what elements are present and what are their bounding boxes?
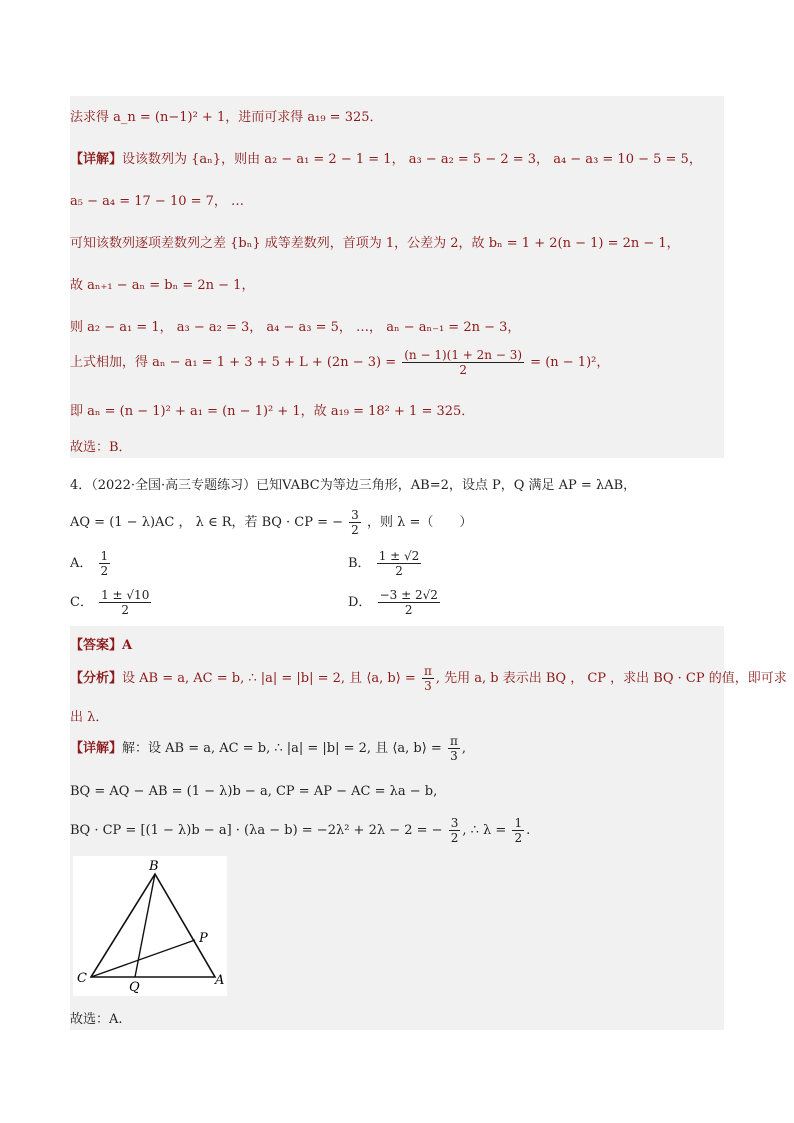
option-a[interactable]	[70, 549, 112, 578]
question-4-line-2-b: ，则 λ =（ ）	[366, 515, 473, 530]
analysis-line-2: 出 λ．	[70, 710, 109, 725]
fraction-denominator: 2	[514, 831, 523, 845]
solution-line-7	[70, 348, 724, 377]
detail-tag-2: 【详解】	[70, 741, 123, 756]
fraction-numerator: π	[449, 734, 458, 748]
detail-line-1	[70, 734, 724, 763]
segment-cp	[91, 940, 195, 977]
solution-line-1: 法求得 a_n = (n−1)² + 1，进而可求得 a₁₉ = 325．	[70, 110, 383, 125]
fraction-denominator: 3	[424, 679, 432, 693]
fraction-denominator: 2	[395, 564, 403, 578]
solution-block-top	[70, 96, 724, 458]
fraction-numerator: −3 ± 2√2	[379, 588, 438, 602]
detail-dot-b: , ∴ λ =	[462, 823, 507, 838]
fraction-denominator: 2	[100, 564, 109, 578]
fraction-numerator: 1 ± √2	[378, 549, 420, 563]
triangle-svg	[73, 856, 227, 996]
label-q: Q	[129, 980, 140, 995]
option-b-label: B．	[348, 556, 371, 571]
detail-line-dot	[70, 816, 724, 845]
detail-dot-fraction-1	[449, 816, 461, 845]
question-4-line-1: 4．（2022·全国·高三专题练习）已知VABC为等边三角形，AB=2，设点 P，Q 满足 AP = λAB，	[70, 478, 637, 493]
option-b-fraction	[377, 549, 422, 578]
option-a-fraction	[99, 549, 111, 578]
triangle-figure	[73, 856, 227, 996]
detail-tag: 【详解】	[70, 152, 123, 167]
detail-dot-fraction-2	[512, 816, 524, 845]
triangle-abc	[91, 874, 215, 977]
analysis-tag: 【分析】	[70, 671, 123, 686]
fraction-denominator: 2	[459, 363, 467, 377]
analysis-fraction	[422, 664, 434, 693]
solution-line-4: 可知该数列逐项差数列之差 {bₙ} 成等差数列，首项为 1，公差为 2，故 bₙ = 1 + 2(n − 1) = 2n − 1，	[70, 236, 680, 251]
fraction-numerator: (n − 1)(1 + 2n − 3)	[404, 348, 523, 362]
solution-line-2	[70, 148, 724, 167]
final-answer-line: 故选：A.	[70, 1012, 123, 1027]
fraction-denominator: 2	[351, 523, 359, 537]
fraction-denominator: 2	[121, 603, 130, 617]
fraction-numerator: π	[423, 664, 432, 678]
label-b: B	[149, 859, 159, 874]
option-d[interactable]	[348, 588, 442, 617]
question-4-line-2-a: AQ = (1 − λ)AC ， λ ∈ R，若 BQ · CP = −	[70, 515, 344, 530]
fraction-numerator: 1	[514, 816, 523, 830]
option-c-label: C．	[70, 595, 93, 610]
fraction-numerator: 1	[100, 549, 109, 563]
solution-line-7-b: = (n − 1)²，	[530, 355, 610, 370]
option-b[interactable]	[348, 549, 423, 578]
solution-line-7-a: 上式相加，得 aₙ − a₁ = 1 + 3 + 5 + L + (2n − 3) =	[70, 355, 397, 370]
detail-line-bq: BQ = AQ − AB = (1 − λ)b − a, CP = AP − AC = λa − b,	[70, 784, 438, 799]
analysis-text-b: , 先用 a, b 表示出 BQ ， CP ，求出 BQ · CP 的值，即可求	[435, 671, 787, 686]
solution-line-6: 则 a₂ − a₁ = 1， a₃ − a₂ = 3， a₄ − a₃ = 5， …， aₙ − aₙ₋₁ = 2n − 3，	[70, 320, 521, 335]
fraction-denominator: 3	[450, 749, 458, 763]
option-c[interactable]	[70, 588, 153, 617]
fraction-numerator: 3	[450, 816, 459, 830]
detail-dot-a: BQ · CP = [(1 − λ)b − a] · (λa − b) = −2λ² + 2λ − 2 = −	[70, 823, 443, 838]
label-a: A	[215, 973, 225, 988]
solution-line-5: 故 aₙ₊₁ − aₙ = bₙ = 2n − 1，	[70, 278, 255, 293]
analysis-text-a: 设 AB = a, AC = b, ∴ |a| = |b| = 2, 且 ⟨a, b⟩ =	[122, 671, 416, 686]
option-d-label: D．	[348, 595, 372, 610]
fraction-numerator: 3	[351, 508, 359, 522]
option-a-label: A．	[70, 556, 93, 571]
detail-text-a: 解：设 AB = a, AC = b, ∴ |a| = |b| = 2, 且 ⟨a, b⟩ =	[122, 741, 442, 756]
fraction-denominator: 2	[450, 831, 459, 845]
question-4-fraction	[349, 508, 361, 537]
answer-line: 【答案】A	[70, 638, 133, 653]
label-c: C	[77, 971, 87, 986]
fraction-numerator: 1 ± √10	[101, 588, 150, 602]
option-d-fraction	[378, 588, 440, 617]
solution-line-9: 故选：B．	[70, 440, 132, 455]
label-p: P	[199, 931, 208, 946]
detail-dot-c: .	[526, 823, 531, 838]
analysis-line-1	[70, 664, 787, 693]
option-c-fraction	[99, 588, 151, 617]
solution-line-3: a₅ − a₄ = 17 − 10 = 7， …	[70, 194, 245, 209]
fraction-denominator: 2	[404, 603, 413, 617]
detail-fraction	[448, 734, 460, 763]
solution-line-2-text: 设该数列为 {aₙ}，则由 a₂ − a₁ = 2 − 1 = 1， a₃ − a₂ = 5 − 2 = 3， a₄ − a₃ = 10 − 5 = 5，	[122, 152, 702, 167]
answer-block	[70, 626, 787, 1030]
detail-text-b: ,	[461, 741, 466, 756]
question-4-line-2	[70, 508, 472, 537]
solution-line-8: 即 aₙ = (n − 1)² + a₁ = (n − 1)² + 1，故 a₁₉ = 18² + 1 = 325．	[70, 404, 475, 419]
solution-line-7-fraction	[402, 348, 524, 377]
